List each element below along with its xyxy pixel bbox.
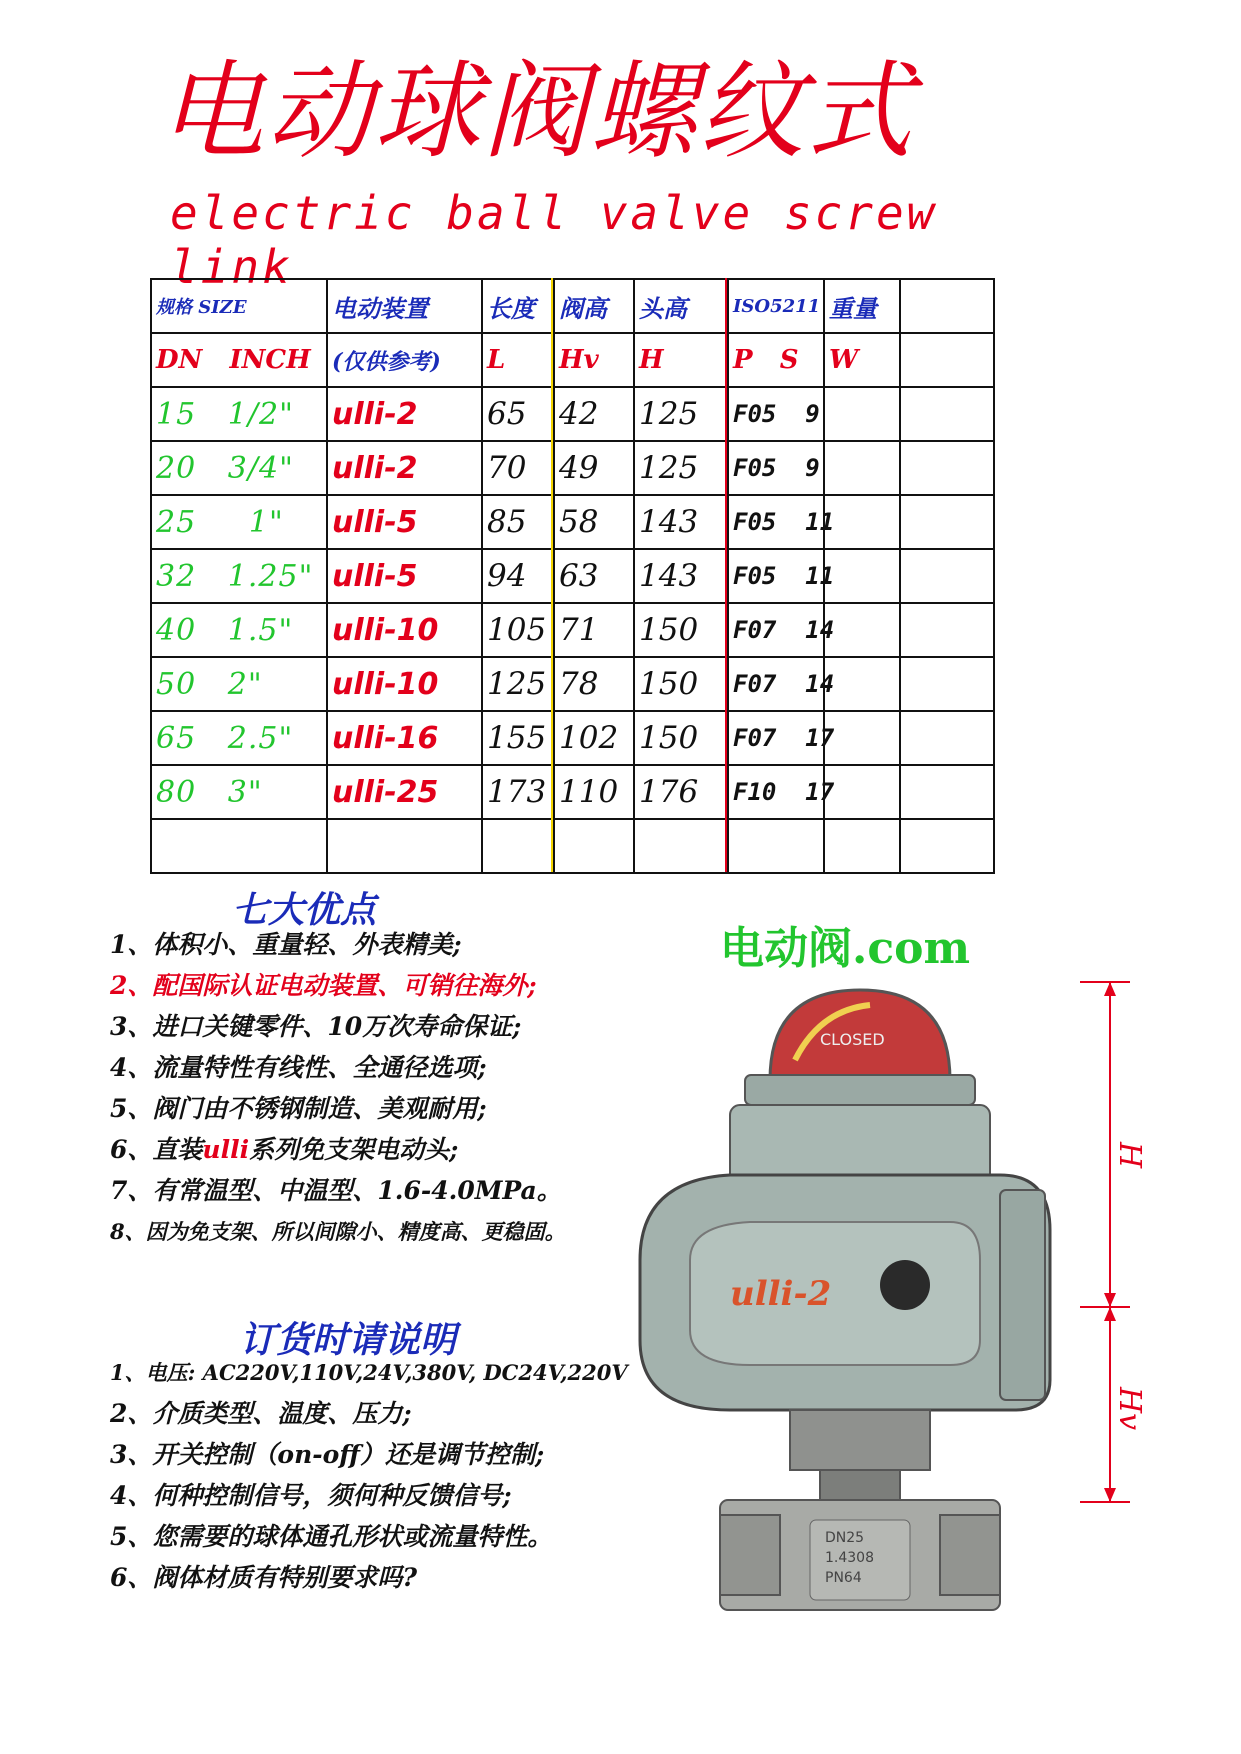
item6-suffix: 系列免支架电动头; bbox=[249, 1135, 459, 1164]
cell-size: 65 2.5" bbox=[151, 711, 327, 765]
cell-head-height: 150 bbox=[634, 603, 728, 657]
indicator-text: CLOSED bbox=[820, 1030, 885, 1049]
cell-length: 94 bbox=[482, 549, 554, 603]
cell-size: 32 1.25" bbox=[151, 549, 327, 603]
cell-valve-height: 71 bbox=[554, 603, 634, 657]
list-item: 5、阀门由不锈钢制造、美观耐用; bbox=[110, 1094, 487, 1123]
cell-valve-height: 58 bbox=[554, 495, 634, 549]
subheader-reference: (仅供参考) bbox=[327, 333, 482, 387]
cell-weight bbox=[824, 819, 900, 873]
header-actuator: 电动装置 bbox=[327, 279, 482, 333]
header-length: 长度 bbox=[482, 279, 554, 333]
cell-size: 15 1/2" bbox=[151, 387, 327, 441]
cell-extra bbox=[900, 549, 994, 603]
list-item: 3、进口关键零件、10万次寿命保证; bbox=[110, 1012, 522, 1041]
subheader-Hv: Hv bbox=[554, 333, 634, 387]
list-item: 2、配国际认证电动装置、可销往海外; bbox=[110, 971, 537, 1000]
red-divider bbox=[725, 278, 727, 872]
header-valve-height: 阀高 bbox=[554, 279, 634, 333]
list-item bbox=[110, 1129, 566, 1170]
cell-extra bbox=[900, 819, 994, 873]
table-row bbox=[151, 495, 994, 549]
cell-size: 80 3" bbox=[151, 765, 327, 819]
website-label: 电动阀.com bbox=[720, 923, 971, 974]
list-item: 4、流量特性有线性、全通径选项; bbox=[110, 1053, 487, 1082]
header-extra bbox=[900, 279, 994, 333]
page-title: 电动球阀螺纹式 bbox=[158, 50, 914, 173]
order-title: 订货时请说明 bbox=[240, 1319, 457, 1361]
table-row bbox=[151, 765, 994, 819]
table-row bbox=[151, 387, 994, 441]
cell-actuator: ulli-5 bbox=[327, 549, 482, 603]
table-row bbox=[151, 441, 994, 495]
table-row bbox=[151, 657, 994, 711]
cell-head-height bbox=[634, 819, 728, 873]
list-item: 6、阀体材质有特别要求吗? bbox=[110, 1563, 418, 1592]
cell-size: 50 2" bbox=[151, 657, 327, 711]
table-row bbox=[151, 603, 994, 657]
cell-head-height: 150 bbox=[634, 657, 728, 711]
cell-length: 105 bbox=[482, 603, 554, 657]
cell-iso: F10 17 bbox=[728, 765, 824, 819]
subheader-W: W bbox=[824, 333, 900, 387]
body-mark-dn: DN25 bbox=[825, 1530, 865, 1546]
cell-extra bbox=[900, 657, 994, 711]
cell-length: 85 bbox=[482, 495, 554, 549]
cell-head-height: 143 bbox=[634, 495, 728, 549]
actuator-knob bbox=[880, 1260, 930, 1310]
cell-extra bbox=[900, 387, 994, 441]
cell-extra bbox=[900, 495, 994, 549]
dim-Hv-label: Hv bbox=[1112, 1387, 1147, 1431]
spec-table bbox=[150, 278, 995, 874]
cell-iso: F07 14 bbox=[728, 657, 824, 711]
dimension-arrows bbox=[1080, 972, 1147, 1512]
table-subheader-row bbox=[151, 333, 994, 387]
cell-actuator bbox=[327, 819, 482, 873]
list-item: 2、介质类型、温度、压力; bbox=[110, 1399, 412, 1428]
list-item: 5、您需要的球体通孔形状或流量特性。 bbox=[110, 1522, 553, 1551]
cell-iso: F07 14 bbox=[728, 603, 824, 657]
list-item: 7、有常温型、中温型、1.6-4.0MPa。 bbox=[110, 1176, 562, 1205]
cell-extra bbox=[900, 765, 994, 819]
cell-iso bbox=[728, 819, 824, 873]
cell-weight bbox=[824, 657, 900, 711]
cell-iso: F07 17 bbox=[728, 711, 824, 765]
cell-length: 155 bbox=[482, 711, 554, 765]
cell-size: 40 1.5" bbox=[151, 603, 327, 657]
cell-weight bbox=[824, 549, 900, 603]
cell-length: 65 bbox=[482, 387, 554, 441]
subheader-dn-inch: DN INCH bbox=[151, 333, 327, 387]
cell-weight bbox=[824, 441, 900, 495]
page-subtitle: electric ball valve screw link bbox=[170, 186, 938, 294]
cell-valve-height: 78 bbox=[554, 657, 634, 711]
yellow-divider bbox=[551, 278, 553, 872]
cell-extra bbox=[900, 603, 994, 657]
cell-head-height: 176 bbox=[634, 765, 728, 819]
cell-extra bbox=[900, 711, 994, 765]
actuator-brand-label: ulli-2 bbox=[730, 1274, 832, 1314]
valve-photo bbox=[620, 960, 1100, 1620]
header-head-height: 头高 bbox=[634, 279, 728, 333]
cell-iso: F05 9 bbox=[728, 387, 824, 441]
cell-valve-height: 102 bbox=[554, 711, 634, 765]
cell-head-height: 125 bbox=[634, 441, 728, 495]
header-size: 规格 SIZE bbox=[151, 279, 327, 333]
cell-length: 173 bbox=[482, 765, 554, 819]
cell-weight bbox=[824, 765, 900, 819]
cell-iso: F05 11 bbox=[728, 495, 824, 549]
cell-actuator: ulli-25 bbox=[327, 765, 482, 819]
cell-valve-height: 42 bbox=[554, 387, 634, 441]
cell-actuator: ulli-10 bbox=[327, 657, 482, 711]
cell-valve-height: 63 bbox=[554, 549, 634, 603]
cell-length: 70 bbox=[482, 441, 554, 495]
cell-head-height: 125 bbox=[634, 387, 728, 441]
list-item: 8、因为免支架、所以间隙小、精度高、更稳固。 bbox=[110, 1219, 566, 1244]
subheader-H: H bbox=[634, 333, 728, 387]
list-item: 4、何种控制信号，须何种反馈信号; bbox=[110, 1481, 512, 1510]
subheader-ps: P S bbox=[728, 333, 824, 387]
order-list bbox=[110, 1352, 628, 1598]
cell-size: 20 3/4" bbox=[151, 441, 327, 495]
cell-length: 125 bbox=[482, 657, 554, 711]
cell-actuator: ulli-2 bbox=[327, 441, 482, 495]
advantages-title: 七大优点 bbox=[232, 889, 377, 931]
cell-actuator: ulli-10 bbox=[327, 603, 482, 657]
header-iso: ISO5211 bbox=[728, 279, 824, 333]
cell-extra bbox=[900, 441, 994, 495]
cell-weight bbox=[824, 711, 900, 765]
subheader-L: L bbox=[482, 333, 554, 387]
list-item: 3、开关控制（on-off）还是调节控制; bbox=[110, 1440, 545, 1469]
list-item: 1、体积小、重量轻、外表精美; bbox=[110, 930, 462, 959]
cell-actuator: ulli-2 bbox=[327, 387, 482, 441]
cell-length bbox=[482, 819, 554, 873]
cell-size bbox=[151, 819, 327, 873]
cell-actuator: ulli-5 bbox=[327, 495, 482, 549]
advantages-list bbox=[110, 924, 566, 1252]
body-mark-pn: PN64 bbox=[825, 1570, 862, 1586]
cell-iso: F05 9 bbox=[728, 441, 824, 495]
table-row bbox=[151, 549, 994, 603]
body-mark-material: 1.4308 bbox=[825, 1550, 874, 1566]
cell-valve-height: 49 bbox=[554, 441, 634, 495]
subheader-extra bbox=[900, 333, 994, 387]
cell-weight bbox=[824, 387, 900, 441]
cell-iso: F05 11 bbox=[728, 549, 824, 603]
cell-weight bbox=[824, 495, 900, 549]
cell-actuator: ulli-16 bbox=[327, 711, 482, 765]
cell-weight bbox=[824, 603, 900, 657]
item6-brand: ulli bbox=[202, 1135, 250, 1164]
list-item: 1、电压: AC220V,110V,24V,380V, DC24V,220V bbox=[110, 1360, 628, 1385]
cell-valve-height: 110 bbox=[554, 765, 634, 819]
header-weight: 重量 bbox=[824, 279, 900, 333]
table-row bbox=[151, 711, 994, 765]
cell-size: 25 1" bbox=[151, 495, 327, 549]
cell-head-height: 150 bbox=[634, 711, 728, 765]
table-header-row bbox=[151, 279, 994, 333]
table-row bbox=[151, 819, 994, 873]
item6-prefix: 6、直装 bbox=[110, 1135, 203, 1164]
cell-valve-height bbox=[554, 819, 634, 873]
dim-H-label: H bbox=[1112, 1142, 1147, 1169]
cell-head-height: 143 bbox=[634, 549, 728, 603]
